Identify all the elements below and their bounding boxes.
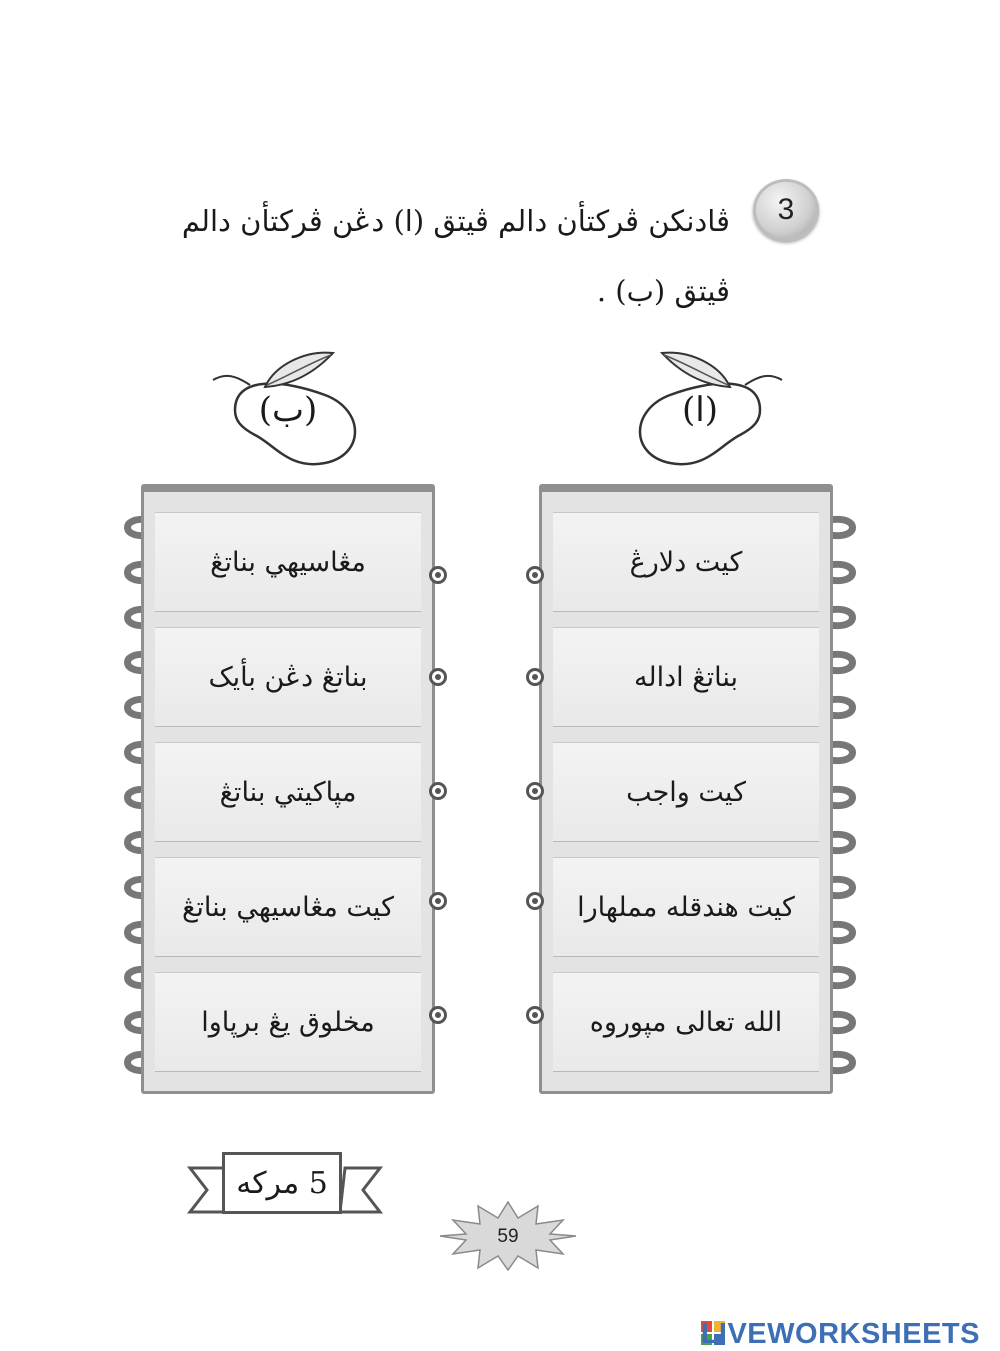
list-item [553,512,819,612]
list-item [155,857,421,957]
brand-name: LIVEWORKSHEETS [700,1318,980,1350]
list-item [155,627,421,727]
match-dot-a-5[interactable] [526,1006,544,1024]
list-item [155,742,421,842]
question-instruction: ڤادنکن ڤرکتأن دالم ڤيتق (ا) دڠن ڤرکتأن دالم ڤيتق (ب) . [181,204,730,308]
match-dot-b-4[interactable] [429,892,447,910]
marks-text: 5 مرکه [236,1165,328,1201]
item-text: کيت دلارڠ [629,546,743,578]
item-text: کيت مڠاسيهي بناتڠ [182,891,394,923]
page-number: 59 [497,1226,519,1247]
list-item [553,857,819,957]
item-text: بناتڠ دڠن بأيک [208,661,368,693]
column-a-label: (ا) [682,390,718,430]
item-text: مخلوق يڠ برڽاوا [201,1006,375,1038]
item-text: کيت هندقله مملهارا [577,891,795,923]
match-dot-a-1[interactable] [526,566,544,584]
notebook-column-b [141,484,435,1094]
list-item [155,512,421,612]
match-dot-a-3[interactable] [526,782,544,800]
list-item [553,627,819,727]
item-text: الله تعالى مپوروه [589,1006,783,1038]
match-dot-b-3[interactable] [429,782,447,800]
item-text: کيت واجب [626,776,746,808]
match-dot-b-1[interactable] [429,566,447,584]
question-number: 3 [777,193,795,226]
notebook-column-a [539,484,833,1094]
match-dot-b-2[interactable] [429,668,447,686]
match-dot-a-4[interactable] [526,892,544,910]
list-item [553,742,819,842]
list-item [553,972,819,1072]
item-text: مپاکيتي بناتڠ [219,776,357,808]
column-b-label: (ب) [258,390,318,430]
item-text: مڠاسيهي بناتڠ [210,546,366,578]
question-number-badge [753,179,819,241]
item-text: بناتڠ اداله [633,661,739,693]
match-dot-b-5[interactable] [429,1006,447,1024]
marks-box [222,1152,342,1214]
match-dot-a-2[interactable] [526,668,544,686]
list-item [155,972,421,1072]
